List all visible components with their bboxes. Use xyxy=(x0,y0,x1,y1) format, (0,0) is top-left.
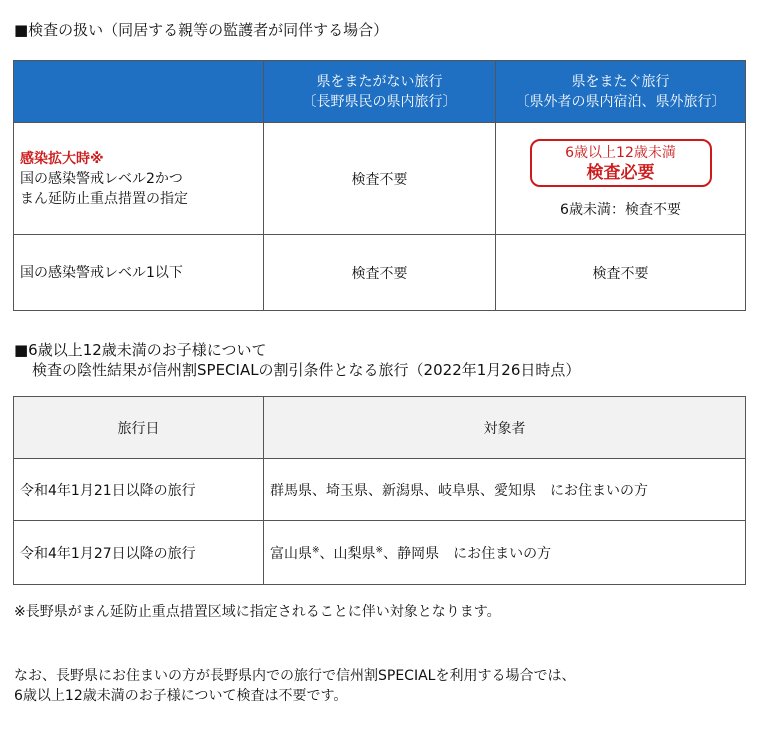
inspection-row-level1 xyxy=(14,235,746,311)
header-no-crossing: 県をまたがない旅行 〔長野県民の県内旅行〕 xyxy=(264,61,496,123)
target-table-header-row xyxy=(14,397,746,459)
section2-heading-line2: 検査の陰性結果が信州割SPECIALの割引条件となる旅行（2022年1月26日時点） xyxy=(32,361,581,379)
test-required-badge: 6歳以上12歳未満 検査必要 xyxy=(530,139,712,187)
row-label-expansion: 感染拡大時※ 国の感染警戒レベル2かつ まん延防止重点措置の指定 xyxy=(14,123,264,235)
target-table xyxy=(13,396,746,585)
inspection-row-expansion xyxy=(14,123,746,235)
inspection-table-header-row xyxy=(14,61,746,123)
header-empty-cell xyxy=(14,61,264,123)
header-crossing: 県をまたぐ旅行 〔県外者の県内宿泊、県外旅行〕 xyxy=(496,61,746,123)
travel-date-cell: 令和4年1月27日以降の旅行 xyxy=(14,521,264,585)
table-row xyxy=(14,459,746,521)
header-travel-date: 旅行日 xyxy=(14,397,264,459)
closing-line2: 6歳以上12歳未満のお子様について検査は不要です。 xyxy=(14,688,348,704)
cell-expansion-no-crossing: 検査不要 xyxy=(264,123,496,235)
section2-heading-line1: ■6歳以上12歳未満のお子様について xyxy=(14,341,267,359)
travel-date-cell: 令和4年1月21日以降の旅行 xyxy=(14,459,264,521)
cell-level1-no-crossing: 検査不要 xyxy=(264,235,496,311)
header-target: 対象者 xyxy=(264,397,746,459)
note-mark: ※ xyxy=(312,544,320,555)
inspection-table xyxy=(13,60,746,311)
section1-heading: ■検査の扱い（同居する親等の監護者が同伴する場合） xyxy=(14,21,389,39)
note-mark: ※ xyxy=(375,544,384,555)
cell-level1-crossing: 検査不要 xyxy=(496,235,746,311)
table-row xyxy=(14,521,746,585)
cell-expansion-crossing: 6歳以上12歳未満 検査必要 6歳未満：検査不要 xyxy=(496,123,746,235)
footnote: ※長野県がまん延防止重点措置区域に指定されることに伴い対象となります。 xyxy=(14,604,501,620)
closing-line1: なお、長野県にお住まいの方が長野県内での旅行で信州割SPECIALを利用する場合では、 xyxy=(14,668,576,684)
row-label-level1: 国の感染警戒レベル1以下 xyxy=(14,235,264,311)
target-cell: 富山県※、山梨県※、静岡県 にお住まいの方 xyxy=(264,521,746,585)
target-cell: 群馬県、埼玉県、新潟県、岐阜県、愛知県 にお住まいの方 xyxy=(264,459,746,521)
